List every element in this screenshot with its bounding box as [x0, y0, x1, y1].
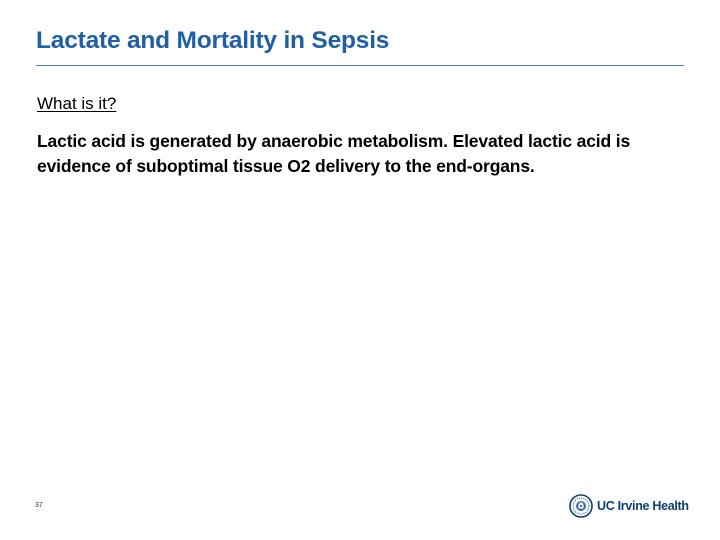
uc-irvine-health-logo	[569, 493, 689, 519]
title-divider	[36, 65, 684, 66]
slide-title: Lactate and Mortality in Sepsis	[36, 27, 390, 54]
university-seal-icon	[569, 494, 593, 518]
page-number: 37	[35, 502, 43, 509]
logo-text: UC Irvine Health	[597, 499, 689, 513]
section-subheading: What is it?	[37, 94, 117, 113]
body-paragraph: Lactic acid is generated by anaerobic metabolism. Elevated lactic acid is evidence of suboptimal tissue O2 delivery to the end-organs.	[37, 131, 631, 176]
